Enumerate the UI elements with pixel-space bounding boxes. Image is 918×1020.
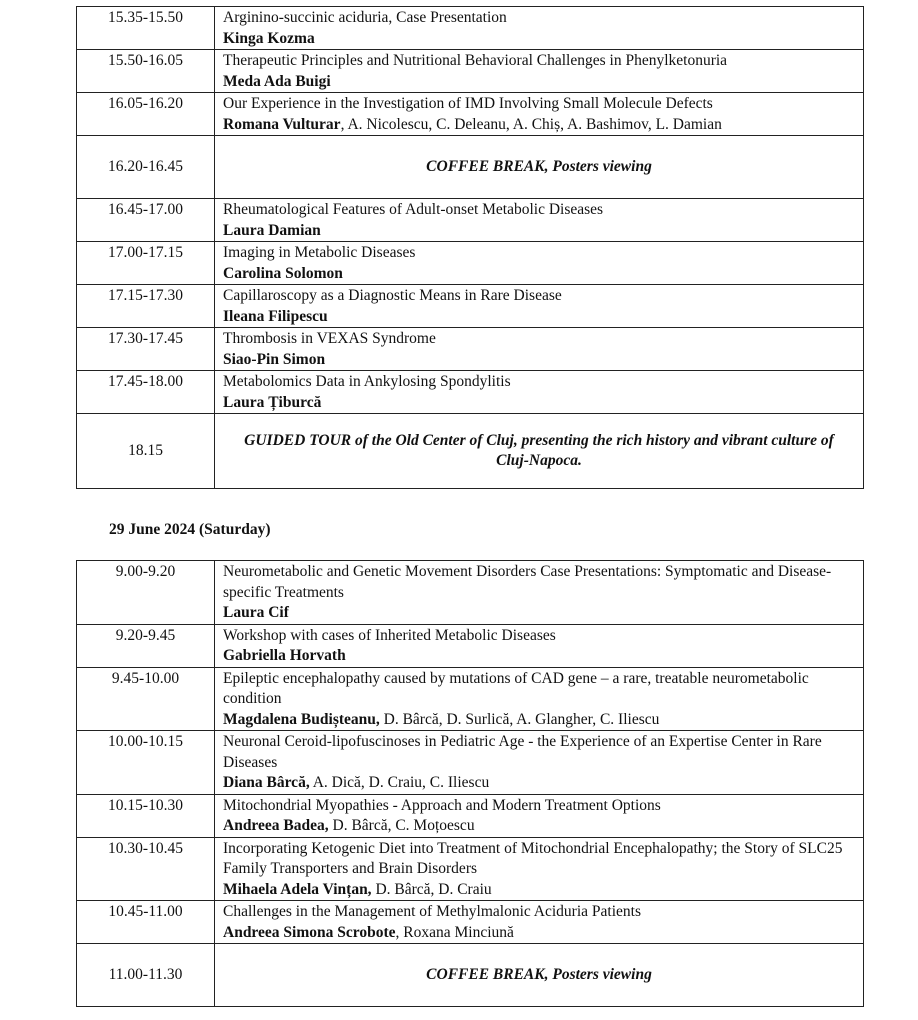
schedule-table-saturday <box>76 560 864 1007</box>
talk-cell <box>215 93 864 136</box>
speaker-name: Ileana Filipescu <box>223 307 328 325</box>
speaker-name: Siao-Pin Simon <box>223 350 326 368</box>
table-row <box>77 371 864 414</box>
talk-cell <box>215 837 864 901</box>
coffee-break-label: COFFEE BREAK, Posters viewing <box>215 944 864 1007</box>
time-cell: 10.30-10.45 <box>77 837 215 901</box>
coauthors: D. Bârcă, D. Surlică, A. Glangher, C. Iliescu <box>379 710 660 728</box>
talk-title: Capillaroscopy as a Diagnostic Means in Rare Disease <box>223 287 562 304</box>
table-row <box>77 199 864 242</box>
talk-cell <box>215 328 864 371</box>
speaker-name: Laura Cif <box>223 604 289 621</box>
coauthors: , A. Nicolescu, C. Deleanu, A. Chiș, A. Bashimov, L. Damian <box>340 115 722 133</box>
time-cell: 15.50-16.05 <box>77 50 215 93</box>
talk-cell <box>215 199 864 242</box>
time-cell: 10.45-11.00 <box>77 901 215 944</box>
table-row-break <box>77 136 864 199</box>
speaker-name: Andreea Badea, <box>223 817 329 834</box>
coffee-break-label: COFFEE BREAK, Posters viewing <box>215 136 864 199</box>
schedule-table-afternoon <box>76 6 864 489</box>
time-cell: 17.00-17.15 <box>77 242 215 285</box>
table-row-tour <box>77 414 864 489</box>
table-row <box>77 242 864 285</box>
coauthors: A. Dică, D. Craiu, C. Iliescu <box>309 774 490 791</box>
talk-cell <box>215 667 864 731</box>
table-row <box>77 561 864 625</box>
table-row <box>77 731 864 795</box>
coauthors: D. Bârcă, C. Moțoescu <box>328 817 475 834</box>
speaker-name: Romana Vulturar <box>223 115 341 133</box>
table-row <box>77 837 864 901</box>
table-row <box>77 50 864 93</box>
guided-tour-label: GUIDED TOUR of the Old Center of Cluj, presenting the rich history and vibrant culture of Cluj-Napoca. <box>215 414 864 489</box>
talk-cell <box>215 561 864 625</box>
talk-title: Neuronal Ceroid-lipofuscinoses in Pediatric Age - the Experience of an Expertise Center in Rare Diseases <box>223 733 822 771</box>
table-row <box>77 794 864 837</box>
speaker-name: Meda Ada Buigi <box>223 72 331 90</box>
talk-cell <box>215 242 864 285</box>
time-cell: 18.15 <box>77 414 215 489</box>
time-cell: 15.35-15.50 <box>77 7 215 50</box>
coauthors: , Roxana Minciună <box>395 923 514 941</box>
table-row <box>77 7 864 50</box>
time-cell: 9.45-10.00 <box>77 667 215 731</box>
table-row <box>77 624 864 667</box>
time-cell: 10.15-10.30 <box>77 794 215 837</box>
time-cell: 10.00-10.15 <box>77 731 215 795</box>
time-cell: 9.00-9.20 <box>77 561 215 625</box>
time-cell: 11.00-11.30 <box>77 944 215 1007</box>
talk-title: Therapeutic Principles and Nutritional Behavioral Challenges in Phenylketonuria <box>223 52 728 69</box>
time-cell: 16.05-16.20 <box>77 93 215 136</box>
speaker-name: Andreea Simona Scrobote <box>223 923 396 941</box>
speaker-name: Laura Țiburcă <box>223 393 322 411</box>
speaker-name: Diana Bârcă, <box>223 774 310 791</box>
time-cell: 9.20-9.45 <box>77 624 215 667</box>
talk-cell <box>215 285 864 328</box>
table-row <box>77 328 864 371</box>
time-cell: 17.30-17.45 <box>77 328 215 371</box>
table-row <box>77 667 864 731</box>
coauthors: D. Bârcă, D. Craiu <box>371 880 492 898</box>
table-row <box>77 93 864 136</box>
talk-cell <box>215 794 864 837</box>
speaker-name: Kinga Kozma <box>223 29 315 47</box>
time-cell: 16.45-17.00 <box>77 199 215 242</box>
talk-cell <box>215 7 864 50</box>
speaker-name: Carolina Solomon <box>223 264 343 282</box>
speaker-name: Magdalena Budișteanu, <box>223 710 380 728</box>
talk-title: Rheumatological Features of Adult-onset Metabolic Diseases <box>223 201 604 218</box>
table-row <box>77 285 864 328</box>
day-date: 29 June 2024 <box>109 521 196 538</box>
talk-cell <box>215 371 864 414</box>
talk-cell <box>215 624 864 667</box>
talk-title: Metabolomics Data in Ankylosing Spondylitis <box>223 373 511 390</box>
talk-cell <box>215 50 864 93</box>
talk-title: Mitochondrial Myopathies - Approach and Modern Treatment Options <box>223 796 661 814</box>
talk-cell <box>215 901 864 944</box>
day-heading <box>109 521 270 539</box>
time-cell: 17.45-18.00 <box>77 371 215 414</box>
talk-title: Incorporating Ketogenic Diet into Treatment of Mitochondrial Encephalopathy; the Story of SLC25 Family Transporters and Brain Disorders <box>223 839 843 877</box>
talk-title: Thrombosis in VEXAS Syndrome <box>223 330 436 347</box>
talk-cell <box>215 731 864 795</box>
talk-title: Neurometabolic and Genetic Movement Disorders Case Presentations: Symptomatic and Disease-specific Treatments <box>223 563 832 601</box>
speaker-name: Laura Damian <box>223 221 321 239</box>
time-cell: 16.20-16.45 <box>77 136 215 199</box>
talk-title: Epileptic encephalopathy caused by mutations of CAD gene – a rare, treatable neurometabolic condition <box>223 669 809 707</box>
day-weekday: (Saturday) <box>195 521 271 538</box>
table-row-break <box>77 944 864 1007</box>
table-row <box>77 901 864 944</box>
talk-title: Workshop with cases of Inherited Metabolic Diseases <box>223 626 556 644</box>
speaker-name: Mihaela Adela Vințan, <box>223 880 372 898</box>
talk-title: Our Experience in the Investigation of IMD Involving Small Molecule Defects <box>223 95 713 112</box>
speaker-name: Gabriella Horvath <box>223 647 346 664</box>
talk-title: Arginino-succinic aciduria, Case Presentation <box>223 9 507 26</box>
talk-title: Imaging in Metabolic Diseases <box>223 244 416 261</box>
talk-title: Challenges in the Management of Methylmalonic Aciduria Patients <box>223 903 641 920</box>
time-cell: 17.15-17.30 <box>77 285 215 328</box>
